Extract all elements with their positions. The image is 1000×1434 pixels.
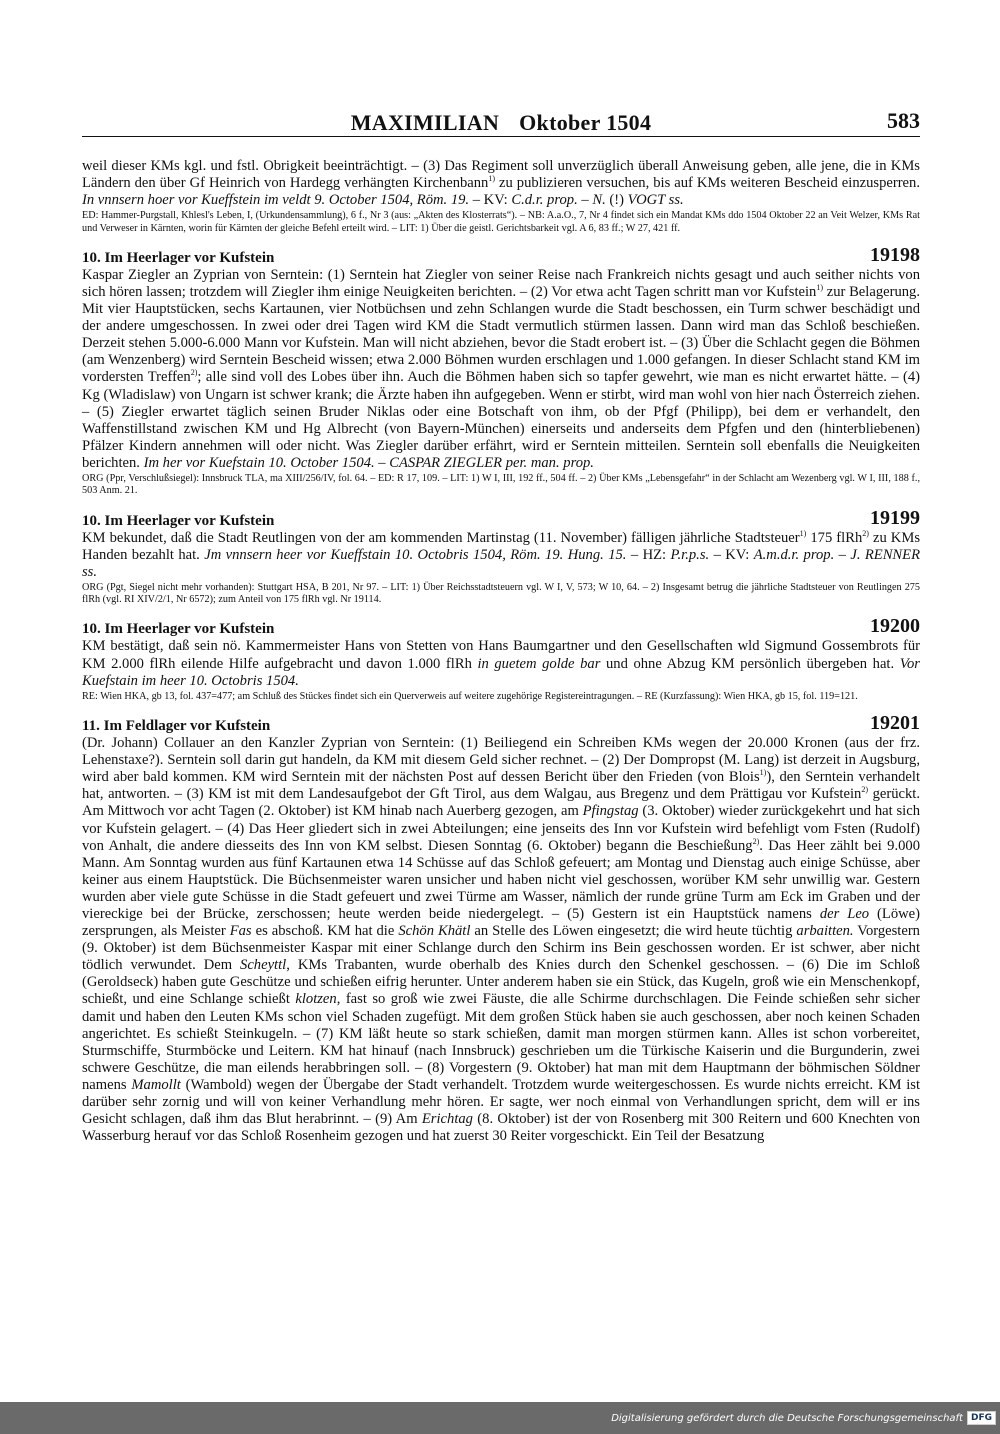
source-note: ED: Hammer-Purgstall, Khlesl's Leben, I, (Urkundensammlung), 6 f., Nr 3 (aus: „Akten des Klosterrats“). – NB: A.a.O., 7, Nr 4 findet sich ein Mandat KMs ddo 1504 Oktober 22 an Veit Welzer, KMs Rat und Verweser in Kärnten, worin für Kärnten der gleiche Befehl erteilt wird. – LIT: 1) Über die geistl. Gerichtsbarkeit vgl. A 6, 83 ff.; W 27, 421 ff.: [82, 210, 920, 234]
entry-place-date: 10. Im Heerlager vor Kufstein: [82, 249, 275, 266]
entry-text: (Dr. Johann) Collauer an den Kanzler Zyprian von Serntein: (1) Beiliegend ein Schreiben KMs wegen der 20.000 Kronen (aus der frz. Lehenstaxe?). Serntein soll darin gut handeln, da KM mit diesem Geld sicher rechnet. – (2) Der Dompropst (M. Lang) ist derzeit in Augsburg, wird aber bald kommen. KM wird Serntein mit der nächsten Post auf dessen Bericht über den Frieden (von Blois$^{1)}$), den Serntein verhandelt hat, antworten. – (3) KM ist mit dem Landesaufgebot der Gft Tirol, aus dem Walgau, aus Bregenz und dem Prättigau vor Kufstein$^{2)}$ gerückt. Am Mittwoch vor acht Tagen (2. Oktober) ist KM hinab nach Auerberg gezogen, am Pfingstag (3. Oktober) wieder zurückgekehrt und hat sich vor Kufstein gelagert. – (4) Das Heer gliedert sich in zwei Abteilungen; eine jenseits des Inn vor Kufstein wird befehligt vom Fsten (Rudolf) von Anhalt, die andere diesseits des Inn von KM selbst. Diesen Sonntag (6. Oktober) begann die Beschießung$^{2)}$. Das Heer zählt bei 9.000 Mann. Am Sonntag wurden aus fünf Kartaunen etwa 14 Schüsse auf das Schloß gefeuert; am Montag und Dienstag auch einige Schüsse, aber keiner aus einem Hauptstück. Die Büchsenmeister waren unsicher und haben nicht viel geschossen, worüber KM sehr unwillig war. Gestern wurden aber viele gute Schüsse in die Stadt gefeuert und zwei Türme am Wasser, nämlich der runde grüne Turm am Eck im Graben und der viereckige bei der Brücke, zerschossen; heute werden beide niedergelegt. – (5) Gestern ist ein Hauptstück namens der Leo (Löwe) zersprungen, als Meister Fas es abschoß. KM hat die Schön Khätl an Stelle des Löwen eingesetzt; die wird heute tüchtig arbaitten. Vorgestern (9. Oktober) ist dem Büchsenmeister Kaspar mit einer Schlange durch den Schirm ins Bein geschossen worden. Er ist schwer, aber nicht tödlich verwundet. Dem Scheyttl, KMs Trabanten, wurde oberhalb des Knies durch den Schenkel geschossen. – (6) Die im Schloß (Geroldseck) haben gute Geschütze und schießen eifrig herunter. Unter anderem haben sie ein Stück, das Kugeln, groß wie ein Menschenkopf, schießt, und eine Schlange schießt klotzen, fast so groß wie zwei Fäuste, die alle Schirme durchschlagen. Die Feinde schießen sehr sicher damit und haben den Leuten KMs schon viel Schaden zugefügt. Mit dem großen Stück haben sie auch geschossen, aber noch keinen Schaden angerichtet. Es schießt Steinkugeln. – (7) KM läßt heute so stark schießen, damit man morgen stürmen kann. Alles ist schon vorbereitet, Sturmschiffe, Sturmböcke und Leitern. KM hat hinauf (nach Innsbruck) geschrieben um die Türkische Kaiserin und die Burgunderin, zwei schwere Geschütze, die man eilends herabbringen soll. – (8) Vorgestern (9. Oktober) hat man mit dem Hauptmann der böhmischen Söldner namens Mamollt (Wambold) wegen der Übergabe der Stadt verhandelt. Trotzdem wurde weitergeschossen. Es wurde nichts erreicht. KM ist darüber sehr zornig und will von keiner Verhandlung mehr hören. Er sagte, wer noch einmal von Verhandlungen spricht, dem will er ins Gesicht schlagen, daß ihm das Blut herabrinnt. – (9) Am Erichtag (8. Oktober) ist der von Rosenberg mit 300 Reitern und 600 Knechten von Wasserburg herauf vor das Schloß Rosenheim gezogen und hat zuerst 30 Reiter vorgeschickt. Ein Teil der Besatzung: [82, 735, 920, 1145]
entry-place-date: 10. Im Heerlager vor Kufstein: [82, 512, 275, 529]
funding-credit: Digitalisierung gefördert durch die Deutsche Forschungsgemeinschaft: [611, 1412, 963, 1424]
header-name: MAXIMILIAN: [350, 110, 500, 135]
entry-number: 19201: [870, 712, 920, 735]
funding-footer: [611, 1408, 996, 1428]
entry-text: weil dieser KMs kgl. und fstl. Obrigkeit beeinträchtigt. – (3) Das Regiment soll unverzüglich überall Anweisung geben, alle jene, die in KMs Ländern den über Gf Heinrich von Hardegg verhängten Kirchenbann$^{1)}$ zu publizieren versuchen, bis auf KMs weiteren Bescheid einzusperren. In vnnsern hoer vor Kueffstein im veldt 9. October 1504, Röm. 19. – KV: C.d.r. prop. – N. (!) VOGT ss.: [82, 158, 920, 209]
continued-entry: [82, 158, 920, 235]
source-note: ORG (Ppr, Verschlußsiegel): Innsbruck TLA, ma XIII/256/IV, fol. 64. – ED: R 17, 109. – LIT: 1) W I, III, 192 ff., 504 ff. – 2) Über KMs „Lebensgefahr“ in der Schlacht am Wezenberg vgl. W I, III, 188 f., 503 Anm. 21.: [82, 473, 920, 497]
regest-entry-19200: [82, 615, 920, 703]
header-date: Oktober 1504: [519, 110, 652, 135]
page-number: 583: [887, 108, 920, 133]
page-header: [82, 106, 920, 137]
entry-header: [82, 712, 920, 735]
entry-place-date: 11. Im Feldlager vor Kufstein: [82, 718, 271, 735]
regest-entry-19199: [82, 506, 920, 607]
page-content: [82, 158, 920, 1145]
regest-entry-19198: [82, 243, 920, 498]
source-note: RE: Wien HKA, gb 13, fol. 437=477; am Schluß des Stückes findet sich ein Querverweis auf weitere zugehörige Registereintragungen. – RE (Kurzfassung): Wien HKA, gb 15, fol. 119=121.: [82, 690, 858, 702]
entry-number: 19200: [870, 615, 920, 638]
regest-entry-19201: [82, 712, 920, 1145]
entry-number: 19198: [870, 243, 920, 266]
entry-number: 19199: [870, 506, 920, 529]
source-note: ORG (Pgt, Siegel nicht mehr vorhanden): Stuttgart HSA, B 201, Nr 97. – LIT: 1) Über Reichsstadtsteuern vgl. W I, V, 573; W 10, 64. – 2) Insgesamt betrug die jährliche Stadtsteuer von Reutlingen 275 flRh (vgl. RI XIV/2/1, Nr 6572); zum Anteil von 175 flRh vgl. Nr 19114.: [82, 581, 920, 606]
entry-header: [82, 615, 920, 638]
entry-text: Kaspar Ziegler an Zyprian von Serntein: (1) Serntein hat Ziegler von seiner Reise nach Frankreich nichts gesagt und auch seither nichts von sich hören lassen; trotzdem will Ziegler ihm einige Neuigkeiten berichten. – (2) Vor etwa acht Tagen schritt man vor Kufstein$^{1)}$ zur Belagerung. Mit vier Hauptstücken, sechs Kartaunen, vier Notbüchsen und zehn Schlangen wurde die Stadt beschossen, ein Turm schwer beschädigt und der andere umgeschossen. In zwei oder drei Tagen wird KM die Stadt vermutlich stürmen lassen. Dann wird man das Schloß beschießen. Derzeit stehen 5.000-6.000 Mann vor Kufstein. Man will nicht abziehen, bevor die Stadt erobert ist. – (3) Über die Schlacht gegen die Böhmen (am Wenzenberg) wird Serntein Bescheid wissen; etwa 2.000 Böhmen wurden erschlagen und 1.000 gefangen. In dieser Schlacht stand KM im vordersten Treffen$^{2)}$; alle sind voll des Lobes über ihn. Auch die Böhmen haben sich so tapfer gewehrt, wie man es nicht erwartet hätte. – (4) Kg (Wladislaw) von Ungarn ist schwer krank; die Ärzte haben ihn aufgegeben. Wenn er stirbt, wird man wohl von hier nach Österreich ziehen. – (5) Ziegler erwartet täglich seinen Bruder Niklas oder eine Botschaft von ihm, ob der Pfgf (Philipp), bei dem er verhandelt, den Waffenstillstand zwischen KM und Hg Albrecht (von Bayern-München) einerseits und anderseits dem Pfgfen und den (hinterbliebenen) Pfälzer Kindern annehmen will oder nicht. Was Ziegler darüber erfährt, wird er Serntein mitteilen. Serntein soll ebenfalls die Neuigkeiten berichten. Im her vor Kuefstain 10. October 1504. – CASPAR ZIEGLER per. man. prop.: [82, 266, 920, 471]
entry-header: [82, 506, 920, 530]
entry-place-date: 10. Im Heerlager vor Kufstein: [82, 621, 275, 638]
running-title: [82, 110, 920, 136]
dfg-logo: DFG: [967, 1411, 996, 1425]
entry-text: KM bekundet, daß die Stadt Reutlingen von der am kommenden Martinstag (11. November) fälligen jährliche Stadtsteuer$^{1)}$ 175 flRh$^{2)}$ zu KMs Handen bezahlt hat. Jm vnnsern heer vor Kueffstain 10. Octobris 1504, Röm. 19. Hung. 15. – HZ: P.r.p.s. – KV: A.m.d.r. prop. – J. RENNER ss.: [82, 528, 920, 580]
entry-header: [82, 243, 920, 267]
entry-text: KM bestätigt, daß sein nö. Kammermeister Hans von Stetten von Hans Baumgartner und den Gesellschaften wld Sigmund Gossembrots für KM 2.000 flRh eilende Hilfe aufgebracht und davon 1.000 flRh in guetem golde bar und ohne Abzug KM persönlich übergeben hat. Vor Kuefstain im heer 10. Octobris 1504.: [82, 638, 920, 689]
